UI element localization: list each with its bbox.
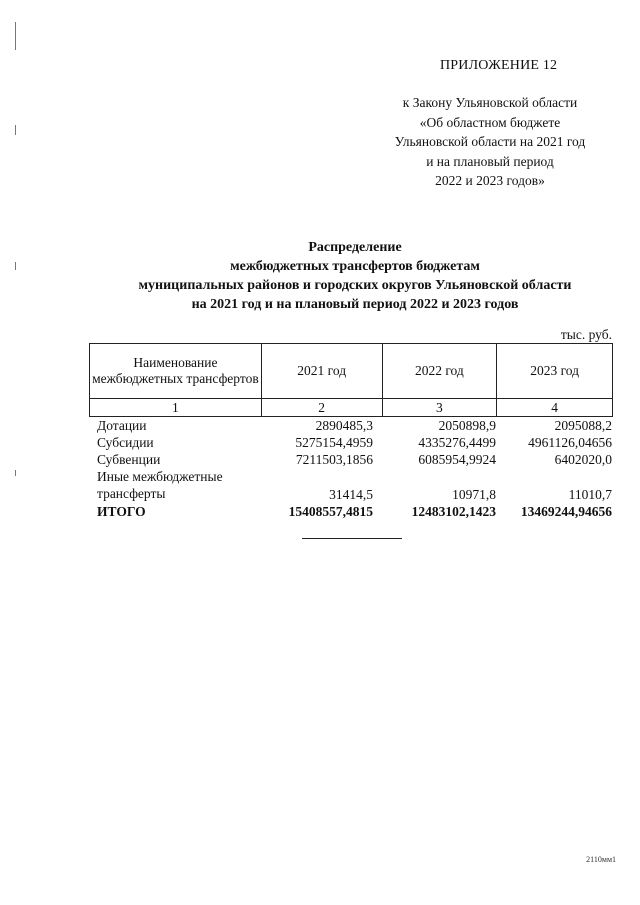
- row-value-2021: 2890485,3: [315, 418, 373, 433]
- document-heading: [95, 238, 615, 314]
- header-name: Наименование межбюджетных трансфертов: [90, 344, 262, 399]
- law-reference-line: к Закону Ульяновской области: [402, 95, 578, 110]
- row-name: Субвенции: [97, 452, 161, 467]
- row-value-2021: 5275154,4959: [295, 435, 373, 450]
- table-header: [89, 343, 613, 417]
- scan-margin-mark: [15, 470, 16, 476]
- row-value-2022: 4335276,4499: [418, 435, 496, 450]
- header-2023: 2023 год: [497, 344, 613, 399]
- heading-line: Распределение: [308, 240, 402, 255]
- table-row: [89, 468, 613, 503]
- law-reference-line: «Об областном бюджете: [419, 114, 561, 130]
- scan-margin-mark: [15, 125, 16, 135]
- header-2022: 2022 год: [382, 344, 497, 399]
- scan-margin-mark: [15, 22, 16, 50]
- row-name: Субсидии: [97, 435, 154, 450]
- column-number: 2: [261, 399, 382, 417]
- closing-rule: [302, 538, 402, 539]
- page-left-edge: [6, 0, 8, 905]
- table-row: [89, 434, 613, 451]
- scan-margin-mark: [15, 262, 16, 270]
- row-value-2022: 2050898,9: [438, 418, 496, 433]
- total-value-2021: 15408557,4815: [288, 504, 373, 519]
- row-value-2023: 4961126,04656: [528, 435, 612, 450]
- column-number: 1: [90, 399, 262, 417]
- row-value-2023: 2095088,2: [554, 418, 612, 433]
- law-reference-line: 2022 и 2023 годов»: [435, 173, 545, 188]
- table-row: [89, 417, 613, 434]
- appendix-title: ПРИЛОЖЕНИЕ 12: [440, 58, 558, 73]
- row-name: Иные межбюджетные трансферты: [97, 469, 223, 501]
- heading-line: муниципальных районов и городских округов Ульяновской области: [138, 278, 572, 293]
- law-reference: [370, 93, 610, 191]
- table-body: [89, 417, 613, 520]
- total-value-2022: 12483102,1423: [411, 504, 496, 519]
- column-number: 3: [382, 399, 497, 417]
- row-value-2022: 6085954,9924: [418, 452, 496, 467]
- row-value-2021: 31414,5: [329, 487, 373, 502]
- table-row: [89, 451, 613, 468]
- law-reference-line: и на плановый период: [426, 153, 554, 169]
- heading-line: межбюджетных трансфертов бюджетам: [230, 259, 480, 274]
- header-2021: 2021 год: [261, 344, 382, 399]
- total-label: ИТОГО: [97, 504, 146, 519]
- row-value-2021: 7211503,1856: [295, 452, 373, 467]
- row-value-2023: 6402020,0: [554, 452, 612, 467]
- document-code: 2110мм1: [586, 855, 616, 864]
- units-label: тыс. руб.: [560, 327, 612, 342]
- total-value-2023: 13469244,94656: [520, 504, 612, 519]
- heading-line: на 2021 год и на плановый период 2022 и 2023 годов: [191, 297, 519, 312]
- law-reference-line: Ульяновской области на 2021 год: [394, 134, 586, 149]
- row-value-2023: 11010,7: [568, 487, 612, 502]
- row-value-2022: 10971,8: [452, 487, 496, 502]
- table-total-row: [89, 503, 613, 520]
- column-number: 4: [497, 399, 613, 417]
- row-name: Дотации: [97, 418, 147, 433]
